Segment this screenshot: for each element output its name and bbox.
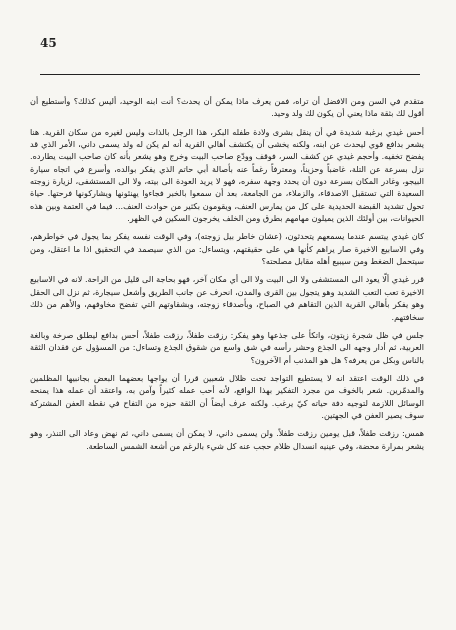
paragraph-4: قرر غيدي ألّا يعود الى المستشفى ولا الى البيت ولا الى أي مكان آخر، فهو بحاجة الى قليل من الراحة. لانه في الاسابيع الاخيرة تعب التعب الشديد وهو يتجول بين القرى والمدن، انحرف عن جانب الطريق وأشعل سيجارة، ثم نزل الى الحقل وهو يفكر بأهالي القرية الذين التقاهم في الصباح، وبأصدقاء زوجته، وبشقاوتهم التي تفضح مخاوفهم، والأهم من ذلك سخافتهم.	[30, 274, 424, 322]
paragraph-3: كان غيدي يبتسم عندما يسمعهم يتحدثون، (عشان خاطر بيل زوجته)، وفي الوقت نفسه يفكر بما يجول في خواطرهم، وفي الاسابيع الاخيرة صار يراهم كأنها هي على حقيقتهم، ويتساءل: من الذي سيصمد في التحقيق اذا ما اعتقل، ومن سيتحمل الضغط ومن سيبيع أهله مقابل مصلحته؟	[30, 231, 424, 267]
body-text	[30, 95, 424, 452]
paragraph-1: متقدم في السن ومن الافضل أن تراه، فمن يعرف ماذا يمكن أن يحدث؟ أنت ابنه الوحيد، أليس كذلك؟ وأستطيع أن أقول لك بثقة ماذا يعني أن يكون لك ولد وحيد.	[30, 96, 424, 119]
page-number: 45	[40, 36, 57, 50]
header-rule	[40, 74, 420, 75]
paragraph-7: همس: رزقت طفلاً، قبل يومين رزقت طفلاً. ولن يسمى داني، لا يمكن أن يسمى داني، ثم نهض وعاد الى التنذر، وهو يشعر بمرارة محضة، وفي عينيه انسدال ظلام حجب عنه كل شيء بالرغم من أشعة الشمس الساطعة.	[30, 428, 424, 451]
paragraph-2: أحس غيدي برغبة شديدة في أن ينقل بشرى ولادة طفله البكر، هذا الرجل بالذات وليس لغيره من سكان القرية. هنا يشعر بدافع قوي ليحدث عن ابنه، ولكنه يخشى أن يكتشف أهالي القرية أنه لم يكن له ولد يسمى داني، الأمر الذي قد يفضح تخفيه. وأحجم غيدي عن كشف السر، فوقف وودّع صاحب البيت وخرج وهو يشعر بأنه كان صاحب البيت يطارده. نزل بسرعة عن التلة، غاضباً وحزيناً، ومعترفاً رغماً عنه بأصالة أبي حاتم الذي يفكر بوالده، وأسرع في اتجاه سيارة البيجو، وغادر المكان بسرعة دون أن يحدد وجهة سفره، فهو لا يريد العودة الى بيته، ولا الى المستشفى، لزيارة زوجته السعيدة التي تستقبل الاصدقاء، والزملاء، من الجامعة، بعد أن سمعوا بالخبر فجاءوا يهنئونها ويشاركونها فرحتها. حياة تحول تشديد القبضة الحديدية على كل من يمارس العنف، ويقومون بكثير من حوادث العنف... فيما في العتمة وبين هذه الحيوانات، بين أولئك الذين يميلون مهامهم بطرق ومن الخلف يخرجون السكين في الظهر.	[30, 126, 424, 224]
paragraph-5: جلس في ظل شجرة زيتون، واتكأ على جذعها وهو يفكر: رزقت طفلاً، رزقت طفلاً، أحس بدافع ليطلق صرخة وبالغة العربية، ثم أدار وجهه الى الجذع وحشر رأسه في شق واسع من شقوق الجذع وتساءل: من المسؤول عن فقدان الثقة بالناس وبكل من يعرفه؟ هل هو المذنب أم الآخرون؟	[30, 329, 424, 365]
paragraph-6: في ذلك الوقت اعتقد انه لا يستطيع التواجد تحت ظلال شعبين قررا أن يواجها بعضهما البعض بجانبيها المظلمين والمدمّرين. شعر بالخوف من مجرد التفكير بهذا الواقع، لأنه أحب عمله كثيراً وآمن به، واعتقد أن عمله هذا يمنحه الوسائل اللازمة لتوجيه دفة حياته كيّ يرغب. ولكنه عرف أيضاً أن الثقة حيزه من التفاح في نقطة العفن المشتركة سوف يصير العفن في الجهتين.	[30, 372, 424, 420]
